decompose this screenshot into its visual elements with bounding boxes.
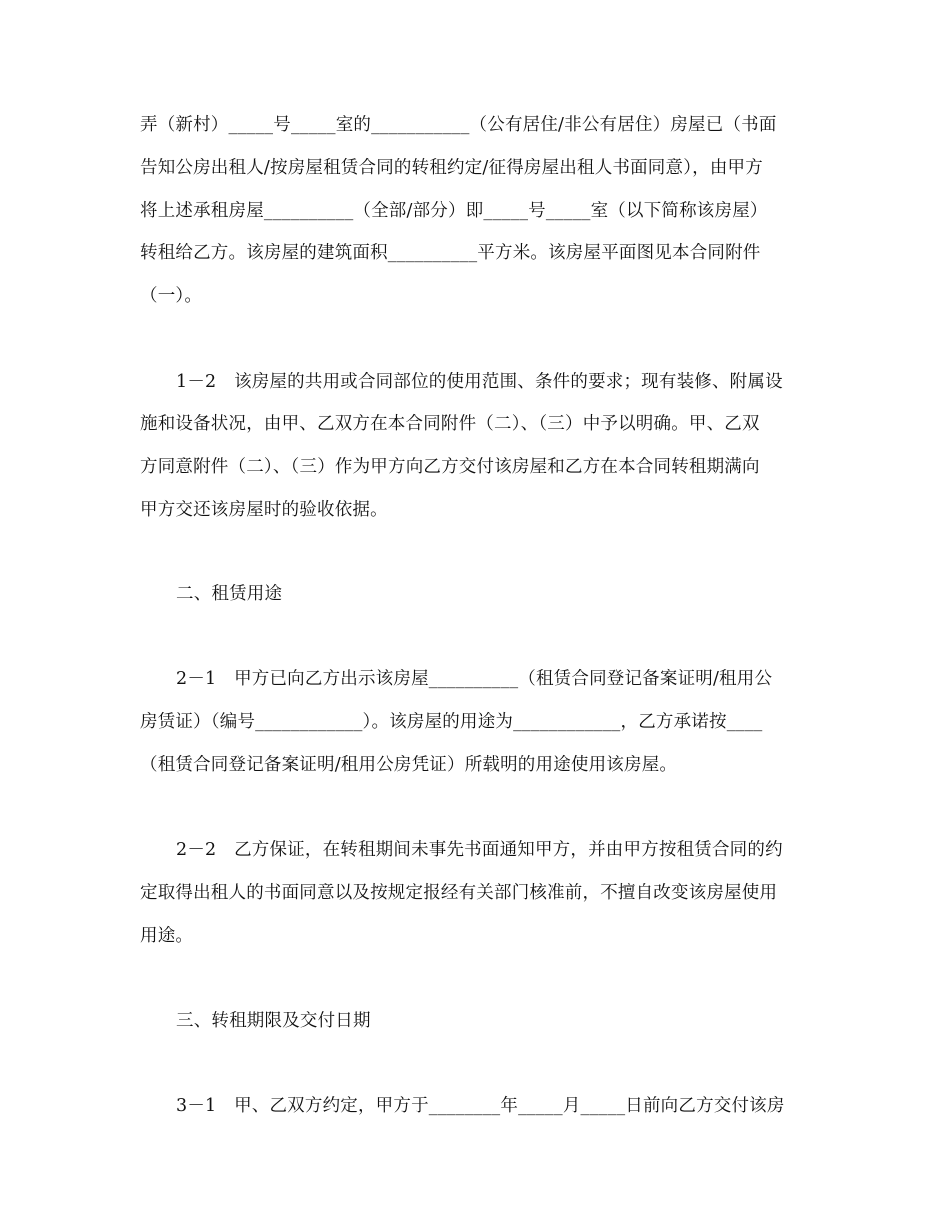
intro-line-3: 将上述承租房屋__________（全部/部分）即_____号_____室（以下简称该房屋）	[140, 201, 768, 221]
clause-2-1-line-2: 房赁证）（编号____________）。该房屋的用途为____________，乙方承诺按____	[140, 712, 763, 732]
clause-1-2-line-3: 方同意附件（二）、（三）作为甲方向乙方交付该房屋和乙方在本合同转租期满向	[140, 457, 760, 477]
section-3-title: 三、转租期限及交付日期	[176, 1011, 371, 1031]
clause-2-1-line-3: （租赁合同登记备案证明/租用公房凭证）所载明的用途使用该房屋。	[140, 755, 678, 775]
clause-2-2-line-1: 2－2 乙方保证，在转租期间未事先书面通知甲方，并由甲方按租赁合同的约	[176, 840, 783, 860]
clause-1-2-line-1: 1－2 该房屋的共用或合同部位的使用范围、条件的要求；现有装修、附属设	[176, 372, 783, 392]
clause-1-2-line-2: 施和设备状况，由甲、乙双方在本合同附件（二）、（三）中予以明确。甲、乙双	[140, 414, 760, 434]
intro-line-4: 转租给乙方。该房屋的建筑面积__________平方米。该房屋平面图见本合同附件	[140, 243, 761, 263]
intro-line-1: 弄（新村）_____号_____室的___________（公有居住/非公有居住）房屋已（书面	[140, 115, 777, 135]
clause-3-1-line-1: 3－1 甲、乙双方约定，甲方于________年_____月_____日前向乙方交付该房	[176, 1096, 785, 1116]
intro-line-2: 告知公房出租人/按房屋租赁合同的转租约定/征得房屋出租人书面同意），由甲方	[140, 158, 763, 178]
section-2-title: 二、租赁用途	[176, 584, 283, 604]
intro-line-5: （一）。	[140, 286, 203, 306]
clause-1-2-line-4: 甲方交还该房屋时的验收依据。	[140, 500, 388, 520]
clause-2-2-line-2: 定取得出租人的书面同意以及按规定报经有关部门核准前，不擅自改变该房屋使用	[140, 883, 778, 903]
clause-2-2-line-3: 用途。	[140, 926, 194, 946]
clause-2-1-line-1: 2－1 甲方已向乙方出示该房屋__________（租赁合同登记备案证明/租用公	[176, 669, 773, 689]
